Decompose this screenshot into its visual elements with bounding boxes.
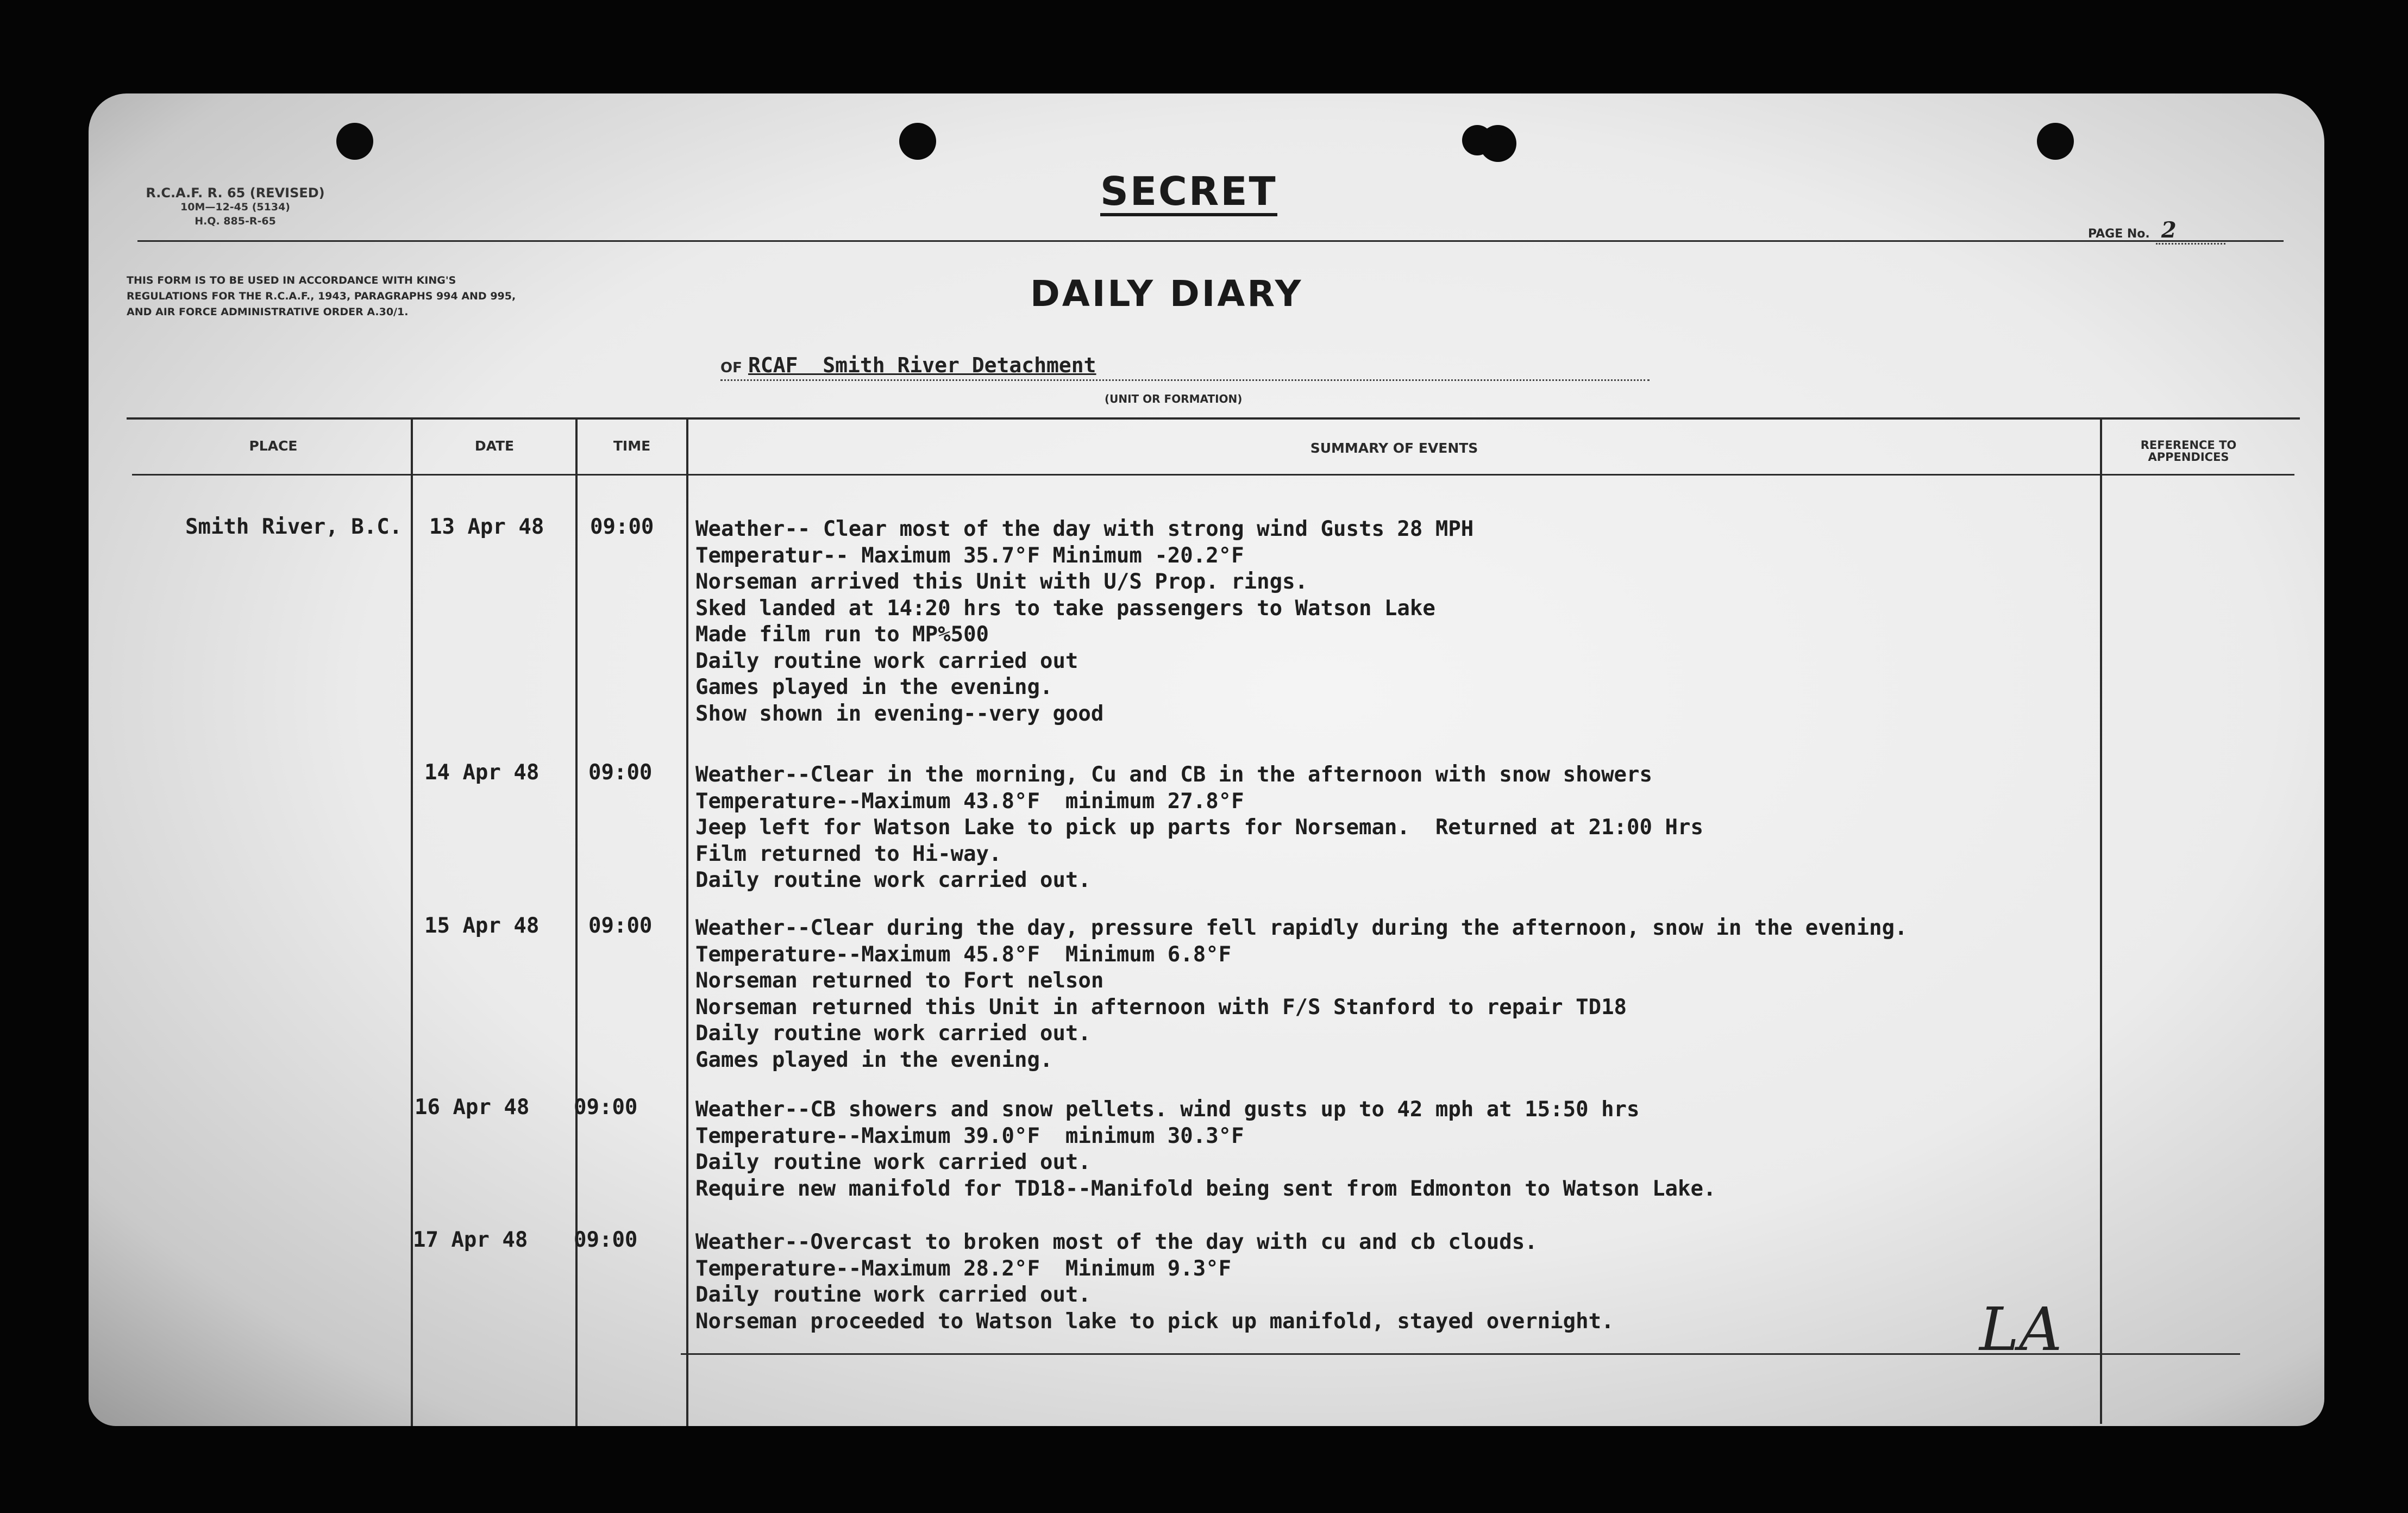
page-label: PAGE No. xyxy=(2088,227,2150,241)
summary-line: Games played in the evening. xyxy=(695,675,1053,699)
summary-line: Games played in the evening. xyxy=(695,1047,1053,1072)
summary-line: Temperature--Maximum 45.8°F Minimum 6.8°F xyxy=(695,942,1232,967)
form-ref-line: 10M—12-45 (5134) xyxy=(180,201,290,213)
column-header-time: TIME xyxy=(613,438,651,454)
table-top-rule xyxy=(127,417,2300,420)
column-header-date: DATE xyxy=(474,438,515,454)
entry-date: 15 Apr 48 xyxy=(424,914,540,938)
page-number-field xyxy=(2088,217,2225,243)
summary-line: Daily routine work carried out. xyxy=(695,1021,1091,1046)
handwritten-initials: LA xyxy=(1979,1295,2062,1364)
entry-time: 09:00 xyxy=(588,760,653,785)
summary-line: Made film run to MP%500 xyxy=(695,622,989,647)
summary-line: Norseman returned to Fort nelson xyxy=(695,968,1104,993)
col-divider xyxy=(2100,418,2102,1424)
classification-stamp: SECRET xyxy=(1100,170,1277,216)
entry-date: 16 Apr 48 xyxy=(415,1095,530,1120)
page-title: DAILY DIARY xyxy=(1030,273,1303,315)
summary-line: Daily routine work carried out. xyxy=(695,1283,1091,1307)
summary-line: Temperature--Maximum 28.2°F Minimum 9.3°F xyxy=(695,1256,1232,1281)
summary-line: Require new manifold for TD18--Manifold being sent from Edmonton to Watson Lake. xyxy=(695,1176,1716,1201)
summary-line: Temperature--Maximum 39.0°F minimum 30.3°F xyxy=(695,1123,1244,1148)
summary-line: Temperature--Maximum 43.8°F minimum 27.8°F xyxy=(695,789,1244,814)
summary-line: Weather--Clear in the morning, Cu and CB in the afternoon with snow showers xyxy=(695,762,1652,787)
summary-line: Norseman arrived this Unit with U/S Prop. rings. xyxy=(695,570,1308,594)
form-reference xyxy=(132,186,338,228)
column-header-summary: SUMMARY OF EVENTS xyxy=(1310,440,1478,456)
entry-time: 09:00 xyxy=(574,1095,638,1120)
col-divider xyxy=(686,418,688,1426)
form-ref-line: R.C.A.F. R. 65 (REVISED) xyxy=(146,185,325,201)
table-header-rule xyxy=(132,474,2294,476)
unit-field xyxy=(720,353,1650,381)
summary-line: Show shown in evening--very good xyxy=(695,701,1104,726)
summary-line: Film returned to Hi-way. xyxy=(695,841,1002,866)
summary-line: Temperatur-- Maximum 35.7°F Minimum -20.2°F xyxy=(695,543,1244,568)
summary-line: Norseman proceeded to Watson lake to pick up manifold, stayed overnight. xyxy=(695,1309,1614,1334)
col-divider xyxy=(411,418,413,1426)
summary-line: Weather-- Clear most of the day with strong wind Gusts 28 MPH xyxy=(695,517,1474,541)
punch-hole xyxy=(1462,125,1493,155)
entry-time: 09:00 xyxy=(590,515,654,539)
punch-hole xyxy=(2037,123,2074,160)
entry-summary xyxy=(695,516,1473,727)
column-header-reference: REFERENCE TO APPENDICES xyxy=(2140,439,2237,464)
summary-line: Daily routine work carried out. xyxy=(695,1150,1091,1174)
diary-sheet xyxy=(89,93,2324,1426)
summary-line: Jeep left for Watson Lake to pick up parts for Norseman. Returned at 21:00 Hrs xyxy=(695,815,1703,840)
entry-place: Smith River, B.C. xyxy=(185,515,403,539)
col-divider xyxy=(575,418,578,1426)
punch-hole xyxy=(336,123,373,160)
entry-time: 09:00 xyxy=(588,914,653,938)
entry-summary xyxy=(695,762,1703,894)
entry-date: 14 Apr 48 xyxy=(424,760,540,785)
summary-line: Weather--Clear during the day, pressure fell rapidly during the afternoon, snow in the evening. xyxy=(695,916,1908,940)
entry-summary xyxy=(695,1097,1716,1202)
form-instructions: THIS FORM IS TO BE USED IN ACCORDANCE WITH KING'S REGULATIONS FOR THE R.C.A.F., 1943, PARAGRAPHS 994 AND 995, AND AIR FORCE ADMINISTRATIVE ORDER A.30/1. xyxy=(127,274,516,318)
summary-line: Sked landed at 14:20 hrs to take passengers to Watson Lake xyxy=(695,596,1435,621)
page-number: 2 xyxy=(2156,217,2225,245)
entry-date: 13 Apr 48 xyxy=(429,515,544,539)
entry-time: 09:00 xyxy=(574,1228,638,1252)
entry-date: 17 Apr 48 xyxy=(413,1228,528,1252)
header-rule xyxy=(137,240,2284,242)
summary-line: Norseman returned this Unit in afternoon with F/S Stanford to repair TD18 xyxy=(695,995,1627,1020)
punch-hole xyxy=(899,123,936,160)
summary-line: Daily routine work carried out. xyxy=(695,868,1091,892)
summary-line: Daily routine work carried out xyxy=(695,648,1078,673)
entry-summary xyxy=(695,1229,1614,1335)
of-label: OF xyxy=(720,360,742,376)
summary-line: Weather--Overcast to broken most of the day with cu and cb clouds. xyxy=(695,1230,1538,1254)
entry-summary xyxy=(695,915,1908,1073)
column-header-place: PLACE xyxy=(249,438,298,454)
summary-line: Weather--CB showers and snow pellets. wind gusts up to 42 mph at 15:50 hrs xyxy=(695,1097,1640,1122)
unit-name: RCAF Smith River Detachment xyxy=(748,353,1096,377)
unit-caption: (UNIT OR FORMATION) xyxy=(1105,392,1243,405)
form-ref-line: H.Q. 885-R-65 xyxy=(195,215,276,227)
